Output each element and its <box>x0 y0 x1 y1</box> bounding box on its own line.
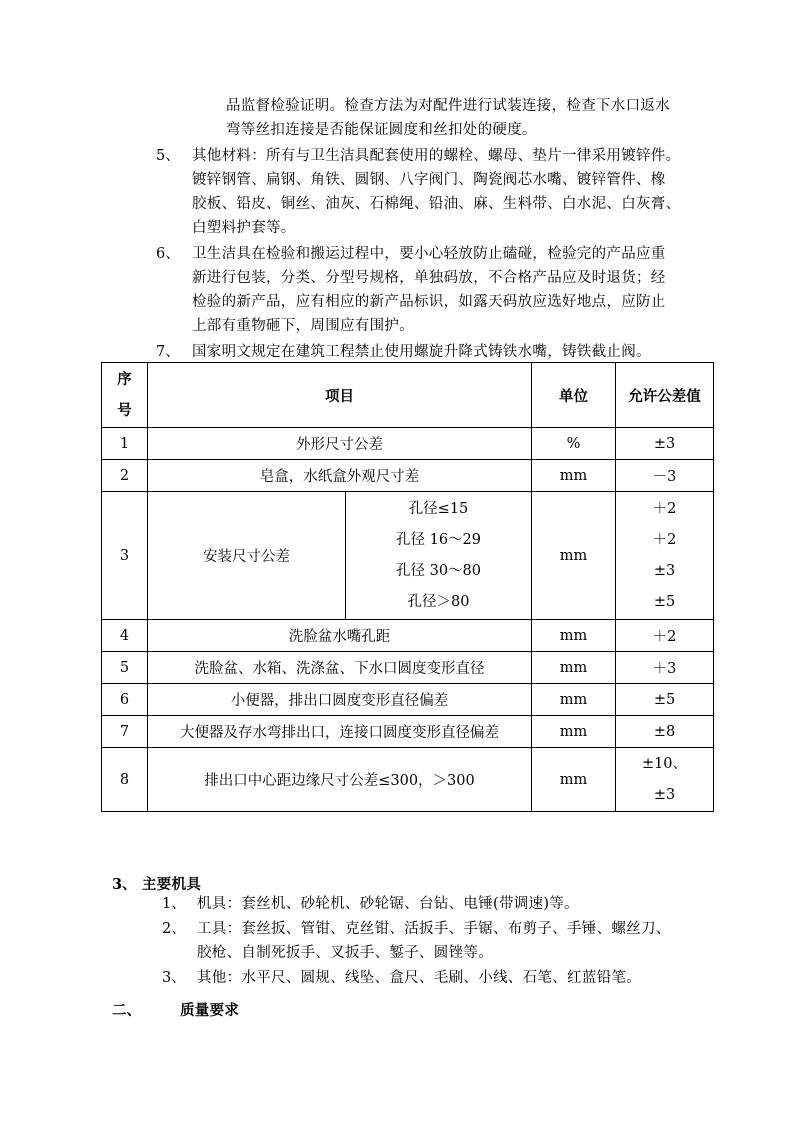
paragraph-line: 弯等丝扣连接是否能保证圆度和丝扣处的硬度。 <box>226 122 537 138</box>
row-unit: mm <box>532 620 616 652</box>
paragraph-line: 机具：套丝机、砂轮机、砂轮锯、台钻、电锤(带调速)等。 <box>197 896 579 912</box>
row-seq: 3 <box>102 492 148 620</box>
paragraph-line: 新进行包装，分类、分型号规格，单独码放，不合格产品应及时退货；经 <box>192 270 666 286</box>
row-unit: mm <box>532 652 616 684</box>
paragraph-line: 其他材料：所有与卫生洁具配套使用的螺栓、螺母、垫片一律采用镀锌件。 <box>192 148 681 164</box>
paragraph-line: 上部有重物砸下，周围应有围护。 <box>192 318 414 334</box>
row-seq: 2 <box>102 460 148 492</box>
tolerance-value: ±10、 <box>641 755 688 772</box>
paragraph-line: 检验的新产品，应有相应的新产品标识，如露天码放应选好地点，应防止 <box>192 294 666 310</box>
section-title: 质量要求 <box>180 1002 240 1019</box>
subitem: 孔径≤15 <box>408 500 469 517</box>
section-title: 主要机具 <box>142 876 202 893</box>
row-unit: mm <box>532 748 616 812</box>
row-tolerance: ＋3 <box>616 652 714 684</box>
tolerance-value: ±3 <box>653 562 676 579</box>
subitem: 孔径 16～29 <box>395 531 481 548</box>
row-item: 皂盒，水纸盒外观尺寸差 <box>148 460 532 492</box>
paragraph-line: 卫生洁具在检验和搬运过程中，要小心轻放防止磕碰，检验完的产品应重 <box>192 246 666 262</box>
table-row <box>102 620 714 652</box>
subitem: 孔径 30～80 <box>395 562 481 579</box>
row-tolerance: －3 <box>616 460 714 492</box>
header-tolerance: 允许公差值 <box>616 363 714 428</box>
row-seq: 7 <box>102 716 148 748</box>
header-seq <box>102 363 148 428</box>
paragraph-line: 工具：套丝扳、管钳、克丝钳、活扳手、手锯、布剪子、手锤、螺丝刀、 <box>197 921 671 937</box>
row-unit: mm <box>532 684 616 716</box>
paragraph-line: 胶板、铅皮、铜丝、油灰、石棉绳、铅油、麻、生料带、白水泥、白灰膏、 <box>192 196 681 212</box>
paragraph-line: 白塑料护套等。 <box>192 220 296 236</box>
row-tolerance: ±3 <box>616 428 714 460</box>
row-unit: % <box>532 428 616 460</box>
header-seq-bottom: 号 <box>117 402 132 419</box>
header-unit: 单位 <box>532 363 616 428</box>
row-item: 安装尺寸公差 <box>148 492 346 620</box>
table-header-row <box>102 363 714 428</box>
row-item: 大便器及存水弯排出口，连接口圆度变形直径偏差 <box>148 716 532 748</box>
tolerance-table <box>101 362 714 812</box>
row-item: 洗脸盆水嘴孔距 <box>148 620 532 652</box>
row-subitems <box>346 492 532 620</box>
item-number: 7、 <box>156 344 180 360</box>
table-row <box>102 652 714 684</box>
row-tolerance: ±5 <box>616 684 714 716</box>
header-item: 项目 <box>148 363 532 428</box>
row-seq: 5 <box>102 652 148 684</box>
item-number: 2、 <box>162 921 186 937</box>
paragraph-line: 镀锌钢管、扁钢、角铁、圆钢、八字阀门、陶瓷阀芯水嘴、镀锌管件、橡 <box>192 172 666 188</box>
tolerance-value: ＋2 <box>652 531 677 548</box>
row-unit: mm <box>532 460 616 492</box>
section-number: 二、 <box>112 1002 141 1019</box>
row-tolerance <box>616 492 714 620</box>
table-row <box>102 716 714 748</box>
section-number: 3、 <box>112 876 137 893</box>
paragraph-line: 国家明文规定在建筑工程禁止使用螺旋升降式铸铁水嘴，铸铁截止阀。 <box>192 344 651 360</box>
paragraph-line: 品监督检验证明。检查方法为对配件进行试装连接，检查下水口返水 <box>226 98 670 114</box>
row-seq: 6 <box>102 684 148 716</box>
table-row <box>102 428 714 460</box>
item-number: 3、 <box>162 970 186 986</box>
row-tolerance: ＋2 <box>616 620 714 652</box>
table-row <box>102 492 714 620</box>
item-number: 1、 <box>162 896 186 912</box>
tolerance-value: ±3 <box>653 786 676 803</box>
table-row <box>102 684 714 716</box>
subitem: 孔径＞80 <box>407 593 470 610</box>
item-number: 5、 <box>156 148 180 164</box>
row-item: 排出口中心距边缘尺寸公差≤300，＞300 <box>148 748 532 812</box>
row-seq: 1 <box>102 428 148 460</box>
row-seq: 8 <box>102 748 148 812</box>
row-item: 小便器，排出口圆度变形直径偏差 <box>148 684 532 716</box>
row-item: 洗脸盆、水箱、洗涤盆、下水口圆度变形直径 <box>148 652 532 684</box>
row-unit: mm <box>532 716 616 748</box>
row-item: 外形尺寸公差 <box>148 428 532 460</box>
row-tolerance: ±8 <box>616 716 714 748</box>
tolerance-value: ±5 <box>653 593 676 610</box>
item-number: 6、 <box>156 246 180 262</box>
row-unit: mm <box>532 492 616 620</box>
tolerance-value: ＋2 <box>652 500 677 517</box>
table-row <box>102 460 714 492</box>
paragraph-line: 其他：水平尺、圆规、线坠、盒尺、毛刷、小线、石笔、红蓝铅笔。 <box>197 970 641 986</box>
table-row <box>102 748 714 812</box>
header-seq-top: 序 <box>117 371 132 388</box>
row-tolerance <box>616 748 714 812</box>
row-seq: 4 <box>102 620 148 652</box>
paragraph-line: 胶枪、自制死扳手、叉扳手、錾子、圆锉等。 <box>197 945 493 961</box>
